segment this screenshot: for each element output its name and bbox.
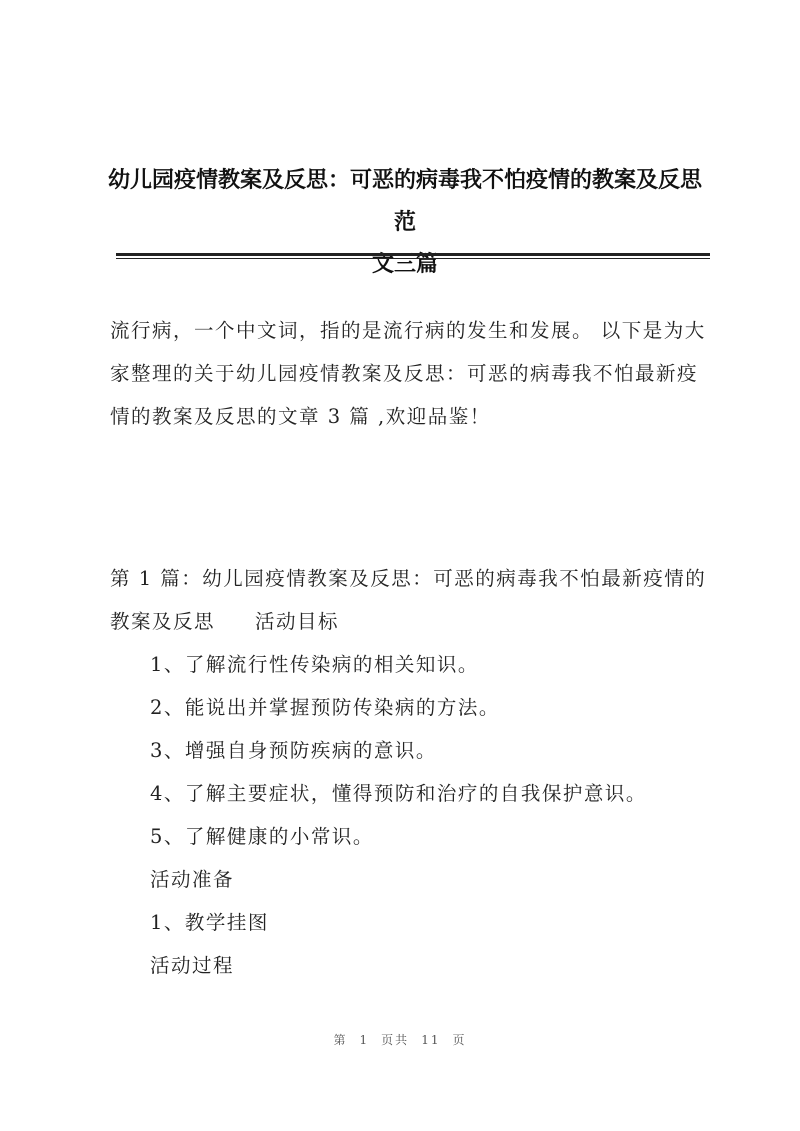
list-item: 5、了解健康的小常识。	[150, 825, 374, 848]
title-divider	[116, 253, 710, 256]
document-title	[100, 160, 710, 286]
section-subheading: 活动目标	[255, 610, 340, 633]
footer-total-pages: 11	[421, 1033, 441, 1047]
footer-prefix: 第	[333, 1033, 348, 1047]
footer-current-page: 1	[359, 1033, 370, 1047]
page-footer	[0, 1031, 800, 1048]
section-heading	[110, 557, 710, 643]
list-item: 2、能说出并掌握预防传染病的方法。	[150, 696, 500, 719]
list-item: 4、了解主要症状，懂得预防和治疗的自我保护意识。	[150, 782, 647, 805]
intro-paragraph: 流行病，一个中文词，指的是流行病的发生和发展。 以下是为大家整理的关于幼儿园疫情教案及反思：可恶的病毒我不怕最新疫情的教案及反思的文章 3 篇 ,欢迎品鉴！	[110, 319, 706, 428]
list-item: 活动过程	[150, 954, 235, 977]
list-item: 1、了解流行性传染病的相关知识。	[150, 653, 479, 676]
activity-list	[150, 643, 710, 987]
list-item: 1、教学挂图	[150, 911, 269, 934]
footer-mid: 页共	[381, 1033, 410, 1047]
footer-suffix: 页	[452, 1033, 467, 1047]
list-item: 3、增强自身预防疾病的意识。	[150, 739, 437, 762]
title-line-1: 幼儿园疫情教案及反思：可恶的病毒我不怕疫情的教案及反思范	[107, 168, 702, 235]
list-item: 活动准备	[150, 868, 235, 891]
title-line-2: 文三篇	[371, 252, 438, 277]
section-heading-text: 第 1 篇：幼儿园疫情教案及反思：可恶的病毒我不怕最新疫情的教案及反思	[110, 567, 707, 633]
